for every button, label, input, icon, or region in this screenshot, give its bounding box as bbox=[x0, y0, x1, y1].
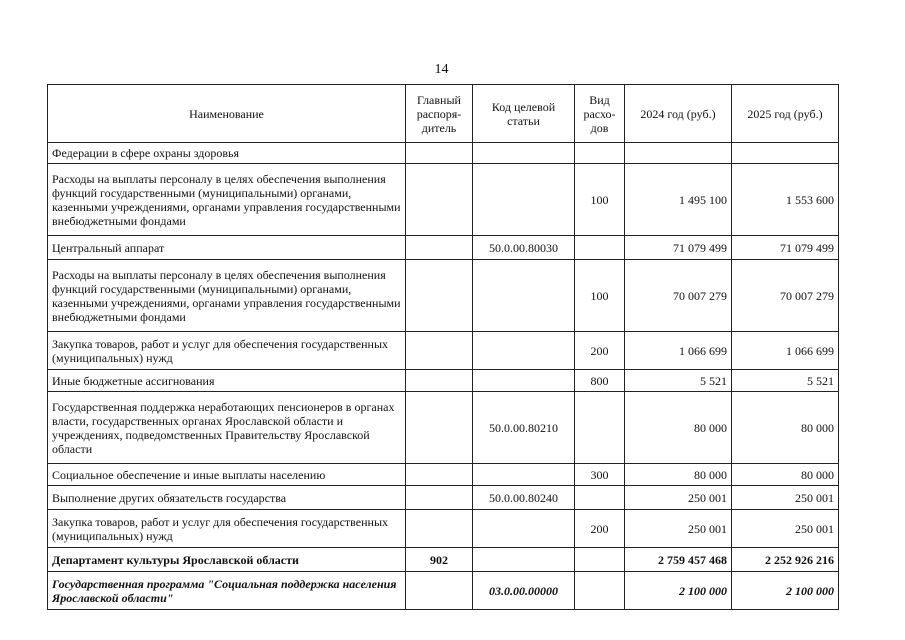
row-type: 100 bbox=[575, 164, 625, 236]
row-code bbox=[473, 260, 575, 332]
row-code: 50.0.00.80030 bbox=[473, 236, 575, 260]
row-2025 bbox=[732, 143, 839, 164]
row-type bbox=[575, 548, 625, 572]
table-row bbox=[48, 486, 839, 510]
row-name: Иные бюджетные ассигнования bbox=[48, 370, 406, 392]
table-row bbox=[48, 548, 839, 572]
row-code bbox=[473, 510, 575, 548]
row-admin bbox=[406, 143, 473, 164]
row-2024: 250 001 bbox=[625, 486, 732, 510]
row-admin bbox=[406, 164, 473, 236]
row-2025: 80 000 bbox=[732, 464, 839, 486]
row-2025: 70 007 279 bbox=[732, 260, 839, 332]
row-admin bbox=[406, 486, 473, 510]
row-2024: 80 000 bbox=[625, 392, 732, 464]
row-code bbox=[473, 464, 575, 486]
row-2025: 80 000 bbox=[732, 392, 839, 464]
row-name: Расходы на выплаты персоналу в целях обеспечения выполнения функций государственными (муниципальными) органами, казенными учреждениями, органами управления государственными внебюджетными фондами bbox=[48, 164, 406, 236]
row-2024: 250 001 bbox=[625, 510, 732, 548]
row-name: Социальное обеспечение и иные выплаты населению bbox=[48, 464, 406, 486]
row-code: 50.0.00.80210 bbox=[473, 392, 575, 464]
table-row bbox=[48, 260, 839, 332]
row-type bbox=[575, 572, 625, 610]
header-code: Код целевой статьи bbox=[473, 85, 575, 143]
table-row bbox=[48, 332, 839, 370]
row-2024: 2 759 457 468 bbox=[625, 548, 732, 572]
row-name: Центральный аппарат bbox=[48, 236, 406, 260]
row-code bbox=[473, 164, 575, 236]
row-name: Государственная поддержка неработающих пенсионеров в органах власти, государственных органах Ярославской области и учреждениях, подведомственных Правительству Ярославской области bbox=[48, 392, 406, 464]
row-name: Расходы на выплаты персоналу в целях обеспечения выполнения функций государственными (муниципальными) органами, казенными учреждениями, органами управления государственными внебюджетными фондами bbox=[48, 260, 406, 332]
row-2025: 1 066 699 bbox=[732, 332, 839, 370]
table-row bbox=[48, 370, 839, 392]
row-name: Департамент культуры Ярославской области bbox=[48, 548, 406, 572]
header-2025: 2025 год (руб.) bbox=[732, 85, 839, 143]
row-2025: 2 252 926 216 bbox=[732, 548, 839, 572]
budget-table bbox=[47, 84, 839, 610]
table-row bbox=[48, 572, 839, 610]
row-type: 200 bbox=[575, 510, 625, 548]
header-admin: Главный распоря-дитель bbox=[406, 85, 473, 143]
row-2024: 5 521 bbox=[625, 370, 732, 392]
row-code bbox=[473, 370, 575, 392]
row-admin bbox=[406, 332, 473, 370]
row-admin bbox=[406, 392, 473, 464]
row-type: 800 bbox=[575, 370, 625, 392]
row-code bbox=[473, 548, 575, 572]
row-type bbox=[575, 236, 625, 260]
row-name: Федерации в сфере охраны здоровья bbox=[48, 143, 406, 164]
row-2024: 71 079 499 bbox=[625, 236, 732, 260]
row-2025: 250 001 bbox=[732, 510, 839, 548]
row-name: Государственная программа "Социальная поддержка населения Ярославской области" bbox=[48, 572, 406, 610]
table-row bbox=[48, 510, 839, 548]
row-code bbox=[473, 332, 575, 370]
row-2024: 70 007 279 bbox=[625, 260, 732, 332]
row-admin bbox=[406, 370, 473, 392]
row-2024: 80 000 bbox=[625, 464, 732, 486]
row-2025: 1 553 600 bbox=[732, 164, 839, 236]
row-2024: 2 100 000 bbox=[625, 572, 732, 610]
row-type: 100 bbox=[575, 260, 625, 332]
page-number: 14 bbox=[434, 62, 449, 77]
table-row bbox=[48, 143, 839, 164]
row-admin bbox=[406, 572, 473, 610]
table-row bbox=[48, 464, 839, 486]
row-type: 300 bbox=[575, 464, 625, 486]
row-admin: 902 bbox=[406, 548, 473, 572]
header-type: Вид расхо-дов bbox=[575, 85, 625, 143]
row-code: 50.0.00.80240 bbox=[473, 486, 575, 510]
row-2024: 1 495 100 bbox=[625, 164, 732, 236]
row-code: 03.0.00.00000 bbox=[473, 572, 575, 610]
row-name: Закупка товаров, работ и услуг для обеспечения государственных (муниципальных) нужд bbox=[48, 332, 406, 370]
row-type bbox=[575, 392, 625, 464]
row-2024 bbox=[625, 143, 732, 164]
row-admin bbox=[406, 464, 473, 486]
row-type: 200 bbox=[575, 332, 625, 370]
row-admin bbox=[406, 260, 473, 332]
row-name: Выполнение других обязательств государства bbox=[48, 486, 406, 510]
table-row bbox=[48, 164, 839, 236]
row-code bbox=[473, 143, 575, 164]
row-2025: 2 100 000 bbox=[732, 572, 839, 610]
row-admin bbox=[406, 236, 473, 260]
table-row bbox=[48, 392, 839, 464]
row-2024: 1 066 699 bbox=[625, 332, 732, 370]
row-2025: 71 079 499 bbox=[732, 236, 839, 260]
table-row bbox=[48, 236, 839, 260]
header-name: Наименование bbox=[48, 85, 406, 143]
table-header-row bbox=[48, 85, 839, 143]
row-type bbox=[575, 143, 625, 164]
row-2025: 250 001 bbox=[732, 486, 839, 510]
row-type bbox=[575, 486, 625, 510]
row-admin bbox=[406, 510, 473, 548]
row-2025: 5 521 bbox=[732, 370, 839, 392]
row-name: Закупка товаров, работ и услуг для обеспечения государственных (муниципальных) нужд bbox=[48, 510, 406, 548]
header-2024: 2024 год (руб.) bbox=[625, 85, 732, 143]
